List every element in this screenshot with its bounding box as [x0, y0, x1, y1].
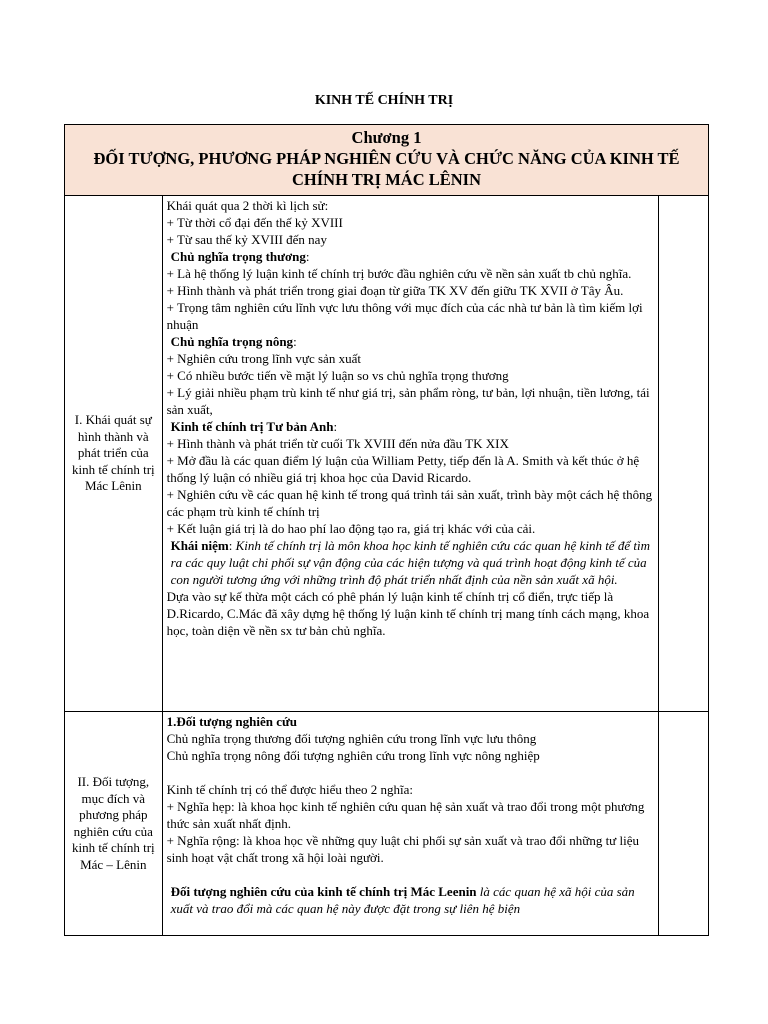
list-item: + Nghĩa rộng: là khoa học về những quy luật chi phối sự sản xuất và trao đổi những tư liệu sinh hoạt vật chất trong xã hội loài người. [166, 833, 639, 865]
list-item: + Từ thời cổ đại đến thế kỷ XVIII [166, 215, 343, 230]
list-item: Chủ nghĩa trọng thương đối tượng nghiên cứu trong lĩnh vực lưu thông [166, 731, 537, 746]
list-item: + Mở đầu là các quan điểm lý luận của William Petty, tiếp đến là A. Smith và kết thúc ở hệ thống lý luận có nhiều giá trị khoa học của David Ricardo. [166, 453, 640, 485]
chapter-title-line2: CHÍNH TRỊ MÁC LÊNIN [291, 170, 481, 189]
list-item: + Hình thành và phát triển từ cuối Tk XVIII đến nửa đầu TK XIX [166, 436, 509, 451]
section2-label: II. Đối tượng, mục đích và phương pháp nghiên cứu của kinh tế chính trị Mác – Lênin [65, 712, 163, 936]
concept-paragraph: Khái niệm: Kinh tế chính trị là môn khoa học kinh tế nghiên cứu các quan hệ kinh tế để tìm ra các quy luật chi phối sự vận động của các hiện tượng và quá trình hoạt động kinh tế của con người tương ứng với những trình độ phát triển nhất định của nền sản xuất xã hội. [170, 538, 650, 587]
list-item: + Có nhiều bước tiến về mặt lý luận so vs chủ nghĩa trọng thương [166, 368, 509, 383]
list-item: + Hình thành và phát triển trong giai đoạn từ giữa TK XV đến giữu TK XVII ở Tây Âu. [166, 283, 624, 298]
list-item: + Lý giải nhiều phạm trù kinh tế như giá trị, sản phẩm ròng, tư bản, lợi nhuận, tiền lương, tái sản xuất, [166, 385, 650, 417]
section1-content [162, 196, 658, 712]
physiocracy-heading: Chủ nghĩa trọng nông: [170, 334, 297, 349]
list-item: + Trọng tâm nghiên cứu lĩnh vực lưu thông với mục đích của các nhà tư bản là tìm kiếm lợi nhuận [166, 300, 643, 332]
table-row [65, 712, 709, 936]
chapter-number: Chương 1 [351, 128, 422, 147]
mercantilism-heading: Chủ nghĩa trọng thương: [170, 249, 310, 264]
section1-label: I. Khái quát sự hình thành và phát triển của kinh tế chính trị Mác Lênin [65, 196, 163, 712]
list-item: + Từ sau thế kỷ XVIII đến nay [166, 232, 327, 247]
empty-cell [658, 196, 708, 712]
chapter-header [65, 125, 709, 196]
closing-paragraph: Dựa vào sự kế thừa một cách có phê phán lý luận kinh tế chính trị cổ điển, trực tiếp là D.Ricardo, C.Mác đã xây dựng hệ thống lý luận kinh tế chính trị mang tính cách mạng, khoa học, toàn diện về nền sx tư bản chủ nghĩa. [166, 589, 650, 638]
list-item: + Nghĩa hẹp: là khoa học kinh tế nghiên cứu quan hệ sản xuất và trao đổi trong một phương thức sản xuất nhất định. [166, 799, 645, 831]
classical-heading: Kinh tế chính trị Tư bản Anh: [170, 419, 338, 434]
meaning-intro: Kinh tế chính trị có thể được hiểu theo 2 nghĩa: [166, 782, 414, 797]
list-item: + Nghiên cứu về các quan hệ kinh tế trong quá trình tái sản xuất, trình bày một cách hệ thông các phạm trù kinh tế chính trị [166, 487, 653, 519]
object-paragraph: Đối tượng nghiên cứu của kinh tế chính trị Mác Leenin là các quan hệ xã hội của sản xuất và trao đổi mà các quan hệ này được đặt trong sự liên hệ biện [170, 884, 635, 916]
empty-cell [658, 712, 708, 936]
list-item: + Nghiên cứu trong lĩnh vực sản xuất [166, 351, 361, 366]
chapter-title-line1: ĐỐI TƯỢNG, PHƯƠNG PHÁP NGHIÊN CỨU VÀ CHỨC NĂNG CỦA KINH TẾ [93, 149, 680, 168]
list-item: + Là hệ thống lý luận kinh tế chính trị bước đầu nghiên cứu về nền sản xuất tb chủ nghĩa. [166, 266, 632, 281]
list-item: Chủ nghĩa trọng nông đối tượng nghiên cứu trong lĩnh vực nông nghiệp [166, 748, 540, 763]
content-table [64, 124, 709, 936]
section2-content [162, 712, 658, 936]
list-item: + Kết luận giá trị là do hao phí lao động tạo ra, giá trị khác với của cải. [166, 521, 536, 536]
table-row [65, 196, 709, 712]
section2-subheading: 1.Đối tượng nghiên cứu [166, 714, 298, 729]
section1-intro: Khái quát qua 2 thời kì lịch sử: [166, 198, 329, 213]
document-title: KINH TẾ CHÍNH TRỊ [314, 93, 454, 108]
